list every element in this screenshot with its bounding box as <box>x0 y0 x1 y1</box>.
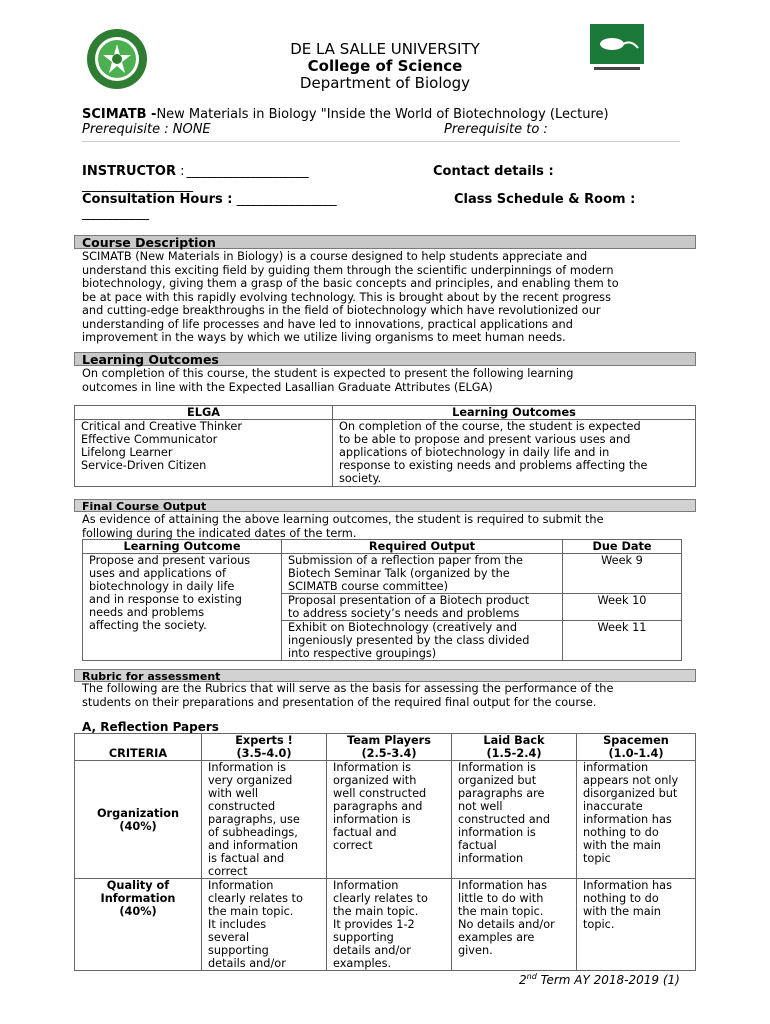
cell-line: Information <box>208 879 274 892</box>
criteria-header: CRITERIA <box>75 734 202 761</box>
rubric-cell <box>202 879 327 971</box>
intro-line: As evidence of attaining the above learning outcomes, the student is required to submit the <box>82 513 604 526</box>
consultation-blank: __________________ <box>236 192 336 207</box>
consultation-label: Consultation Hours : <box>82 192 233 207</box>
blank-line: ____________________ <box>82 178 192 193</box>
outcome-line: Propose and present various <box>89 554 251 567</box>
cell-line: not well <box>458 800 503 813</box>
elga-item: Service-Driven Citizen <box>81 459 207 472</box>
term-text: Term AY 2018-2019 (1) <box>536 973 680 987</box>
cell-line: clearly relates to <box>208 892 303 905</box>
cell-line: constructed and <box>458 813 551 826</box>
level-header <box>202 734 327 761</box>
section-heading-final-output: Final Course Output <box>74 499 696 512</box>
elga-header: ELGA <box>75 406 333 420</box>
section-heading-rubric: Rubric for assessment <box>74 669 696 682</box>
cell-line: correct <box>208 865 248 878</box>
cell-line: organized with <box>333 774 417 787</box>
cell-line: paragraphs, use <box>208 813 300 826</box>
cell-line: well constructed <box>333 787 427 800</box>
cell-line: details and/or <box>208 957 286 970</box>
criterion-cell <box>75 761 202 879</box>
page-footer <box>519 972 680 987</box>
criterion-line: (40%) <box>119 905 157 918</box>
description-line: and cutting-edge breakthroughs in the field of biotechnology which have revolutionized our <box>82 304 601 317</box>
output-line: Biotech Seminar Talk (organized by the <box>288 567 510 580</box>
elga-list <box>75 420 333 487</box>
cell-line: examples are <box>458 931 535 944</box>
intro-line: outcomes in line with the Expected Lasallian Graduate Attributes (ELGA) <box>82 380 493 394</box>
course-title: New Materials in Biology "Inside the World of Biotechnology (Lecture) <box>156 107 609 122</box>
course-code: SCIMATB - <box>82 107 157 122</box>
outcome-line: uses and applications of <box>89 567 226 580</box>
cell-line: and information <box>208 839 299 852</box>
level-range: (1.0-1.4) <box>608 747 664 760</box>
consultation-line <box>82 192 336 207</box>
cell-line: constructed <box>208 800 276 813</box>
cell-line: Information is <box>333 761 412 774</box>
cell-line: with the main <box>583 905 661 918</box>
university-name: DE LA SALLE UNIVERSITY <box>290 40 480 58</box>
outcomes-intro <box>82 367 692 394</box>
outcome-line: affecting the society. <box>89 619 207 632</box>
rubric-cell <box>577 761 696 879</box>
cell-line: given. <box>458 944 493 957</box>
cell-line: topic. <box>583 918 615 931</box>
rubric-cell <box>202 761 327 879</box>
criterion-line: Organization <box>96 806 180 820</box>
department-name: Department of Biology <box>299 74 471 92</box>
cell-line: organized but <box>458 774 537 787</box>
learning-outcome-cell <box>83 554 282 661</box>
outcome-line: and in response to existing <box>89 593 242 606</box>
cell-line: the main topic. <box>208 905 294 918</box>
cell-line: Information is <box>208 761 287 774</box>
instructor-label: INSTRUCTOR <box>82 164 176 179</box>
cell-line: very organized <box>208 774 293 787</box>
cell-line: disorganized but <box>583 787 678 800</box>
cell-line: of subheadings, <box>208 826 298 839</box>
cell-line: Information <box>333 879 399 892</box>
cell-line: with the main <box>583 839 661 852</box>
cell-line: the main topic. <box>458 905 544 918</box>
due-date-cell: Week 9 <box>563 554 682 594</box>
criterion-line: (40%) <box>119 819 157 833</box>
rubric-intro <box>82 682 692 709</box>
blank-line: ____________ <box>82 206 148 221</box>
level-range: (3.5-4.0) <box>236 747 292 760</box>
cell-line: the main topic. <box>333 905 419 918</box>
description-line: biotechnology, giving them a grasp of the basic concepts and principles, and enabling them to <box>82 277 619 290</box>
due-date-cell: Week 11 <box>563 621 682 661</box>
section-heading-outcomes: Learning Outcomes <box>74 352 696 366</box>
rubric-table <box>74 733 696 971</box>
outcome-line: biotechnology in daily life <box>89 580 235 593</box>
description-line: SCIMATB (New Materials in Biology) is a course designed to help students appreciate and <box>82 250 588 263</box>
level-name: Laid Back <box>483 734 545 747</box>
cell-line: inaccurate <box>583 800 643 813</box>
description-line: understanding of life processes and have led to innovations, practical applications and <box>82 317 573 331</box>
elga-item: Effective Communicator <box>81 433 218 446</box>
cell-line: topic <box>583 852 611 865</box>
level-name: Spacemen <box>603 734 669 747</box>
level-header <box>327 734 452 761</box>
cell-line: appears not only <box>583 774 679 787</box>
rubric-cell <box>577 879 696 971</box>
term-suffix: nd <box>526 972 537 981</box>
outcome-line: response to existing needs and problems affecting the <box>339 459 648 472</box>
instructor-blank: : ______________________ <box>180 164 308 179</box>
outcome-text <box>333 420 696 487</box>
criterion-line: Information <box>100 892 176 905</box>
section-heading-description: Course Description <box>74 235 696 249</box>
cell-line: information <box>583 761 649 774</box>
level-name: Experts ! <box>235 734 293 747</box>
due-date-cell: Week 10 <box>563 594 682 621</box>
level-range: (2.5-3.4) <box>361 747 417 760</box>
cell-line: factual <box>458 839 497 852</box>
required-output-cell <box>282 621 563 661</box>
cell-line: Information has <box>583 879 672 892</box>
cell-line: information <box>458 852 524 865</box>
level-header <box>577 734 696 761</box>
cell-line: details and/or <box>333 944 411 957</box>
schedule-label: Class Schedule & Room : <box>454 192 636 207</box>
output-line: Submission of a reflection paper from the <box>288 554 523 567</box>
elga-item: Lifelong Learner <box>81 446 173 459</box>
outcome-line: On completion of the course, the student is expected <box>339 420 641 433</box>
output-line: ingeniously presented by the class divided <box>288 634 530 647</box>
cell-line: paragraphs are <box>458 787 545 800</box>
cell-line: Information is <box>458 761 537 774</box>
level-range: (1.5-2.4) <box>486 747 542 760</box>
criterion-line: Quality of <box>106 879 170 892</box>
rubric-cell <box>327 879 452 971</box>
outcome-line: applications of biotechnology in daily life and in <box>339 446 610 459</box>
output-line: Exhibit on Biotechnology (creatively and <box>288 621 517 634</box>
level-header <box>452 734 577 761</box>
intro-line: students on their preparations and presentation of the required final output for the course. <box>82 695 597 709</box>
cell-line: supporting <box>333 931 394 944</box>
cell-line: paragraphs and <box>333 800 423 813</box>
description-line: improvement in the ways by which we utilize living organisms to meet human needs. <box>82 331 566 344</box>
elga-table <box>74 405 696 487</box>
cell-line: examples. <box>333 957 392 970</box>
cell-line: factual and <box>333 826 397 839</box>
description-line: be at pace with this rapidly evolving technology. This is brought about by the recent progress <box>82 290 611 304</box>
contact-label: Contact details : <box>433 164 554 179</box>
rubric-cell <box>327 761 452 879</box>
criterion-cell <box>75 879 202 971</box>
required-output-header: Required Output <box>282 540 563 554</box>
divider <box>82 141 680 142</box>
outcome-line: society. <box>339 472 382 485</box>
elga-item: Critical and Creative Thinker <box>81 420 242 433</box>
cell-line: Information has <box>458 879 547 892</box>
required-output-cell <box>282 554 563 594</box>
cell-line: several <box>208 931 250 944</box>
intro-line: The following are the Rubrics that will serve as the basis for assessing the performance of the <box>82 682 614 695</box>
output-line: into respective groupings) <box>288 647 437 660</box>
cell-line: nothing to do <box>583 892 659 905</box>
learning-outcome-header: Learning Outcome <box>83 540 282 554</box>
term-number: 2 <box>519 973 527 987</box>
rubric-cell <box>452 879 577 971</box>
cell-line: It provides 1-2 <box>333 918 415 931</box>
cell-line: clearly relates to <box>333 892 428 905</box>
rubric-subheading: A, Reflection Papers <box>82 720 219 734</box>
intro-line: following during the indicated dates of the term. <box>82 526 357 540</box>
outcome-line: needs and problems <box>89 606 205 619</box>
intro-line: On completion of this course, the student is expected to present the following learning <box>82 367 574 380</box>
cell-line: with well <box>208 787 259 800</box>
rubric-cell <box>452 761 577 879</box>
cell-line: nothing to do <box>583 826 659 839</box>
cell-line: No details and/or <box>458 918 555 931</box>
cell-line: little to do with <box>458 892 544 905</box>
cell-line: information is <box>333 813 411 826</box>
prerequisite: Prerequisite : NONE <box>82 122 211 137</box>
level-name: Team Players <box>347 734 431 747</box>
cell-line: information has <box>583 813 672 826</box>
cell-line: is factual and <box>208 852 285 865</box>
cell-line: correct <box>333 839 373 852</box>
due-date-header: Due Date <box>563 540 682 554</box>
course-title-line <box>82 107 609 122</box>
output-line: to address society’s needs and problems <box>288 607 520 620</box>
cell-line: It includes <box>208 918 267 931</box>
outcome-line: to be able to propose and present various uses and <box>339 433 631 446</box>
required-output-cell <box>282 594 563 621</box>
cell-line: supporting <box>208 944 269 957</box>
college-name: College of Science <box>307 57 463 75</box>
output-line: SCIMATB course committee) <box>288 580 449 593</box>
course-description <box>82 250 692 345</box>
final-output-table <box>82 539 682 661</box>
output-line: Proposal presentation of a Biotech product <box>288 594 530 607</box>
final-output-intro <box>82 513 692 540</box>
outcomes-header: Learning Outcomes <box>333 406 696 420</box>
description-line: understand this exciting field by guiding them through the scientific underpinnings of modern <box>82 263 614 277</box>
cell-line: information is <box>458 826 536 839</box>
instructor-line <box>82 164 308 179</box>
prerequisite-to: Prerequisite to : <box>444 122 548 137</box>
